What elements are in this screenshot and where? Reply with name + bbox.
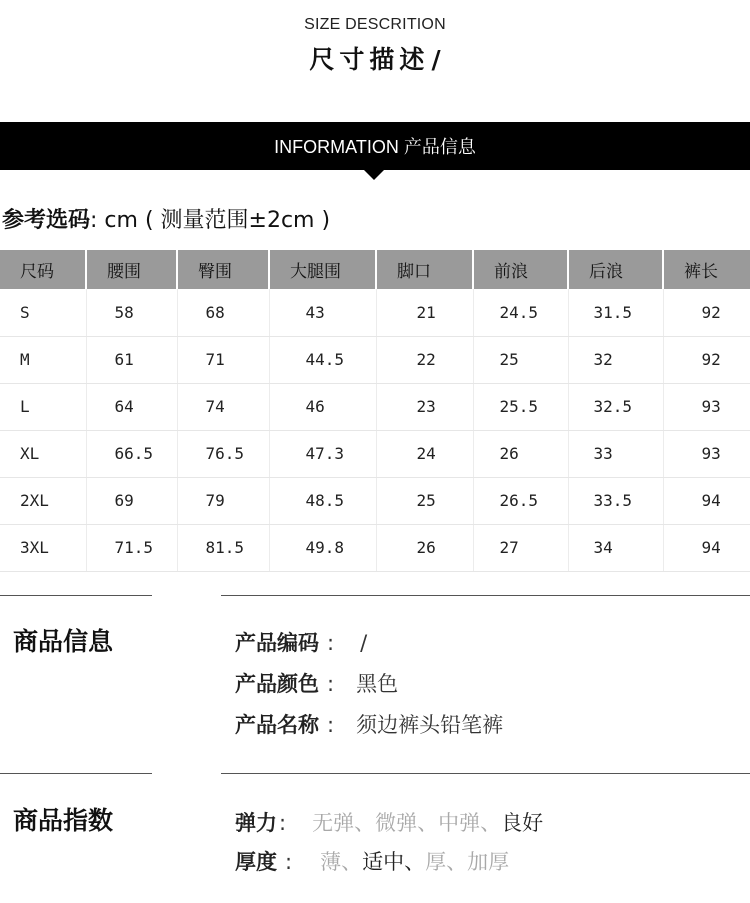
measurement-cell: 32.5 — [568, 383, 663, 430]
size-header-cn — [0, 40, 750, 76]
size-header-en: SIZE DESCRITION — [304, 16, 446, 33]
reference-note: : cm ( 测量范围±2cm ) — [90, 208, 331, 233]
size-label-cell: M — [0, 336, 86, 383]
size-table-header-cell: 尺码 — [0, 250, 86, 289]
divider-right-2 — [221, 773, 750, 774]
size-table-header-cell: 脚口 — [376, 250, 473, 289]
size-table-header-cell: 后浪 — [568, 250, 663, 289]
measurement-cell: 61 — [86, 336, 177, 383]
reference-line — [2, 203, 330, 234]
product-name-row — [235, 709, 503, 739]
product-color-colon: : — [327, 672, 335, 696]
measurement-cell: 26 — [376, 524, 473, 571]
size-table-header-cell: 前浪 — [473, 250, 568, 289]
measurement-cell: 92 — [663, 289, 750, 336]
measurement-cell: 33 — [568, 430, 663, 477]
measurement-cell: 32 — [568, 336, 663, 383]
table-row — [0, 336, 750, 383]
elasticity-row — [235, 807, 543, 837]
size-header-cn-text: 尺寸描述 — [309, 45, 430, 74]
information-band — [0, 122, 750, 170]
elasticity-colon: : — [279, 811, 287, 835]
measurement-cell: 94 — [663, 524, 750, 571]
size-label-cell: XL — [0, 430, 86, 477]
measurement-cell: 26 — [473, 430, 568, 477]
measurement-cell: 93 — [663, 383, 750, 430]
size-label-cell: 3XL — [0, 524, 86, 571]
size-table-header-row — [0, 250, 750, 289]
product-code-colon: : — [327, 631, 335, 655]
measurement-cell: 26.5 — [473, 477, 568, 524]
divider-right-1 — [221, 595, 750, 596]
product-name-colon: : — [327, 713, 335, 737]
table-row — [0, 289, 750, 336]
thickness-option: 厚、 — [425, 850, 468, 874]
elasticity-label: 弹力 — [235, 811, 277, 835]
measurement-cell: 25 — [473, 336, 568, 383]
size-table — [0, 250, 750, 572]
header-slash: / — [431, 45, 441, 74]
elasticity-option: 良好 — [501, 811, 544, 835]
measurement-cell: 31.5 — [568, 289, 663, 336]
information-band-text: INFORMATION 产品信息 — [274, 137, 476, 157]
size-label-cell: L — [0, 383, 86, 430]
measurement-cell: 24.5 — [473, 289, 568, 336]
size-table-header-cell: 裤长 — [663, 250, 750, 289]
measurement-cell: 76.5 — [177, 430, 269, 477]
measurement-cell: 71.5 — [86, 524, 177, 571]
reference-label: 参考选码 — [2, 208, 91, 233]
measurement-cell: 79 — [177, 477, 269, 524]
measurement-cell: 81.5 — [177, 524, 269, 571]
thickness-options — [320, 846, 509, 876]
measurement-cell: 69 — [86, 477, 177, 524]
measurement-cell: 46 — [269, 383, 376, 430]
product-index-title: 商品指数 — [13, 806, 114, 835]
elasticity-option: 中弹、 — [438, 811, 502, 835]
measurement-cell: 44.5 — [269, 336, 376, 383]
measurement-cell: 64 — [86, 383, 177, 430]
thickness-colon: : — [285, 850, 293, 874]
measurement-cell: 47.3 — [269, 430, 376, 477]
product-color-row — [235, 668, 398, 698]
divider-left-1 — [0, 595, 152, 596]
size-table-header-cell: 大腿围 — [269, 250, 376, 289]
measurement-cell: 23 — [376, 383, 473, 430]
measurement-cell: 24 — [376, 430, 473, 477]
measurement-cell: 94 — [663, 477, 750, 524]
product-code-row — [235, 627, 367, 657]
measurement-cell: 66.5 — [86, 430, 177, 477]
divider-left-2 — [0, 773, 152, 774]
elasticity-option: 无弹、 — [312, 811, 376, 835]
table-row — [0, 430, 750, 477]
measurement-cell: 34 — [568, 524, 663, 571]
product-code-label: 产品编码 — [235, 631, 319, 655]
measurement-cell: 27 — [473, 524, 568, 571]
measurement-cell: 48.5 — [269, 477, 376, 524]
table-row — [0, 477, 750, 524]
measurement-cell: 25.5 — [473, 383, 568, 430]
size-table-header-cell: 臀围 — [177, 250, 269, 289]
size-label-cell: S — [0, 289, 86, 336]
band-down-arrow-icon — [363, 169, 385, 180]
measurement-cell: 92 — [663, 336, 750, 383]
measurement-cell: 22 — [376, 336, 473, 383]
product-name-label: 产品名称 — [235, 713, 319, 737]
thickness-option: 薄、 — [320, 850, 363, 874]
elasticity-option: 微弹、 — [375, 811, 439, 835]
measurement-cell: 71 — [177, 336, 269, 383]
thickness-option: 适中、 — [362, 850, 426, 874]
product-color-label: 产品颜色 — [235, 672, 319, 696]
elasticity-options — [312, 807, 543, 837]
table-row — [0, 383, 750, 430]
product-color-value: 黑色 — [356, 672, 399, 696]
product-code-value: / — [360, 631, 368, 655]
thickness-label: 厚度 — [235, 850, 277, 874]
measurement-cell: 33.5 — [568, 477, 663, 524]
size-label-cell: 2XL — [0, 477, 86, 524]
measurement-cell: 68 — [177, 289, 269, 336]
thickness-row — [235, 846, 509, 876]
measurement-cell: 25 — [376, 477, 473, 524]
measurement-cell: 43 — [269, 289, 376, 336]
measurement-cell: 93 — [663, 430, 750, 477]
measurement-cell: 49.8 — [269, 524, 376, 571]
table-row — [0, 524, 750, 571]
measurement-cell: 74 — [177, 383, 269, 430]
thickness-option: 加厚 — [467, 850, 510, 874]
measurement-cell: 21 — [376, 289, 473, 336]
size-table-header-cell: 腰围 — [86, 250, 177, 289]
product-info-title: 商品信息 — [13, 627, 114, 656]
measurement-cell: 58 — [86, 289, 177, 336]
product-name-value: 须边裤头铅笔裤 — [356, 713, 504, 737]
